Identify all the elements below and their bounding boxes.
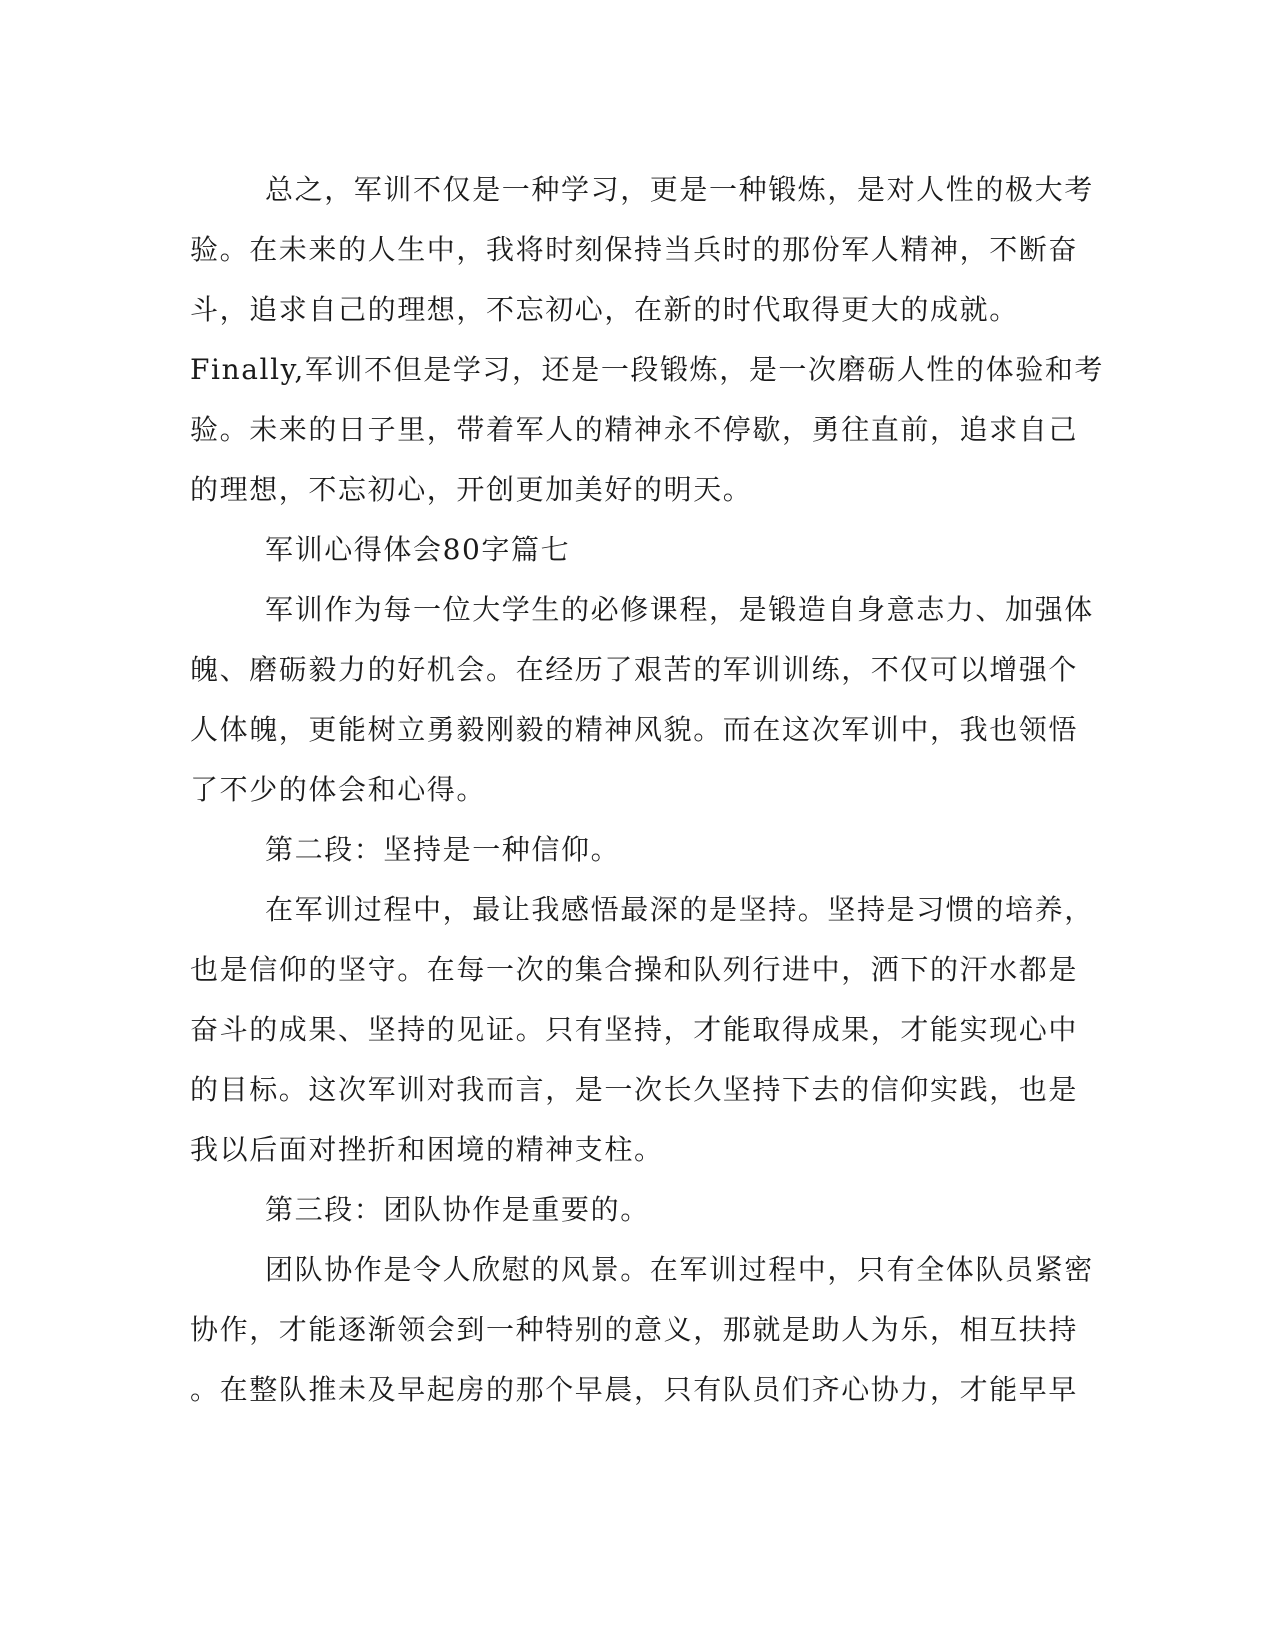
- text-line-20: 协作，才能逐渐领会到一种特别的意义，那就是助人为乐，相互扶持: [190, 1313, 1079, 1346]
- text-line-9: 魄、磨砺毅力的好机会。在经历了艰苦的军训训练，不仅可以增强个: [190, 653, 1079, 686]
- text-line-8: 军训作为每一位大学生的必修课程，是锻造自身意志力、加强体: [265, 593, 1094, 626]
- paragraph-heading-3: 第三段：团队协作是重要的。: [265, 1193, 650, 1226]
- text-line-17: 我以后面对挫折和困境的精神支柱。: [190, 1133, 664, 1166]
- section-heading-7: 军训心得体会80字篇七: [265, 533, 571, 566]
- text-line-2: 验。在未来的人生中，我将时刻保持当兵时的那份军人精神，不断奋: [190, 233, 1079, 266]
- text-line-14: 也是信仰的坚守。在每一次的集合操和队列行进中，洒下的汗水都是: [190, 953, 1079, 986]
- text-line-19: 团队协作是令人欣慰的风景。在军训过程中，只有全体队员紧密: [265, 1253, 1094, 1286]
- text-line-13: 在军训过程中，最让我感悟最深的是坚持。坚持是习惯的培养，: [265, 893, 1094, 926]
- text-line-6: 的理想，不忘初心，开创更加美好的明天。: [190, 473, 753, 506]
- text-line-5: 验。未来的日子里，带着军人的精神永不停歇，勇往直前，追求自己: [190, 413, 1079, 446]
- text-line-15: 奋斗的成果、坚持的见证。只有坚持，才能取得成果，才能实现心中: [190, 1013, 1079, 1046]
- text-line-4: Finally,军训不但是学习，还是一段锻炼，是一次磨砺人性的体验和考: [190, 353, 1105, 386]
- text-line-11: 了不少的体会和心得。: [190, 773, 487, 806]
- text-line-3: 斗，追求自己的理想，不忘初心，在新的时代取得更大的成就。: [190, 293, 1019, 326]
- text-line-21: 。在整队推未及早起房的那个早晨，只有队员们齐心协力，才能早早: [190, 1373, 1079, 1406]
- text-line-16: 的目标。这次军训对我而言，是一次长久坚持下去的信仰实践，也是: [190, 1073, 1079, 1106]
- paragraph-heading-2: 第二段：坚持是一种信仰。: [265, 833, 621, 866]
- text-line-10: 人体魄，更能树立勇毅刚毅的精神风貌。而在这次军训中，我也领悟: [190, 713, 1079, 746]
- text-line-1: 总之，军训不仅是一种学习，更是一种锻炼，是对人性的极大考: [265, 173, 1094, 206]
